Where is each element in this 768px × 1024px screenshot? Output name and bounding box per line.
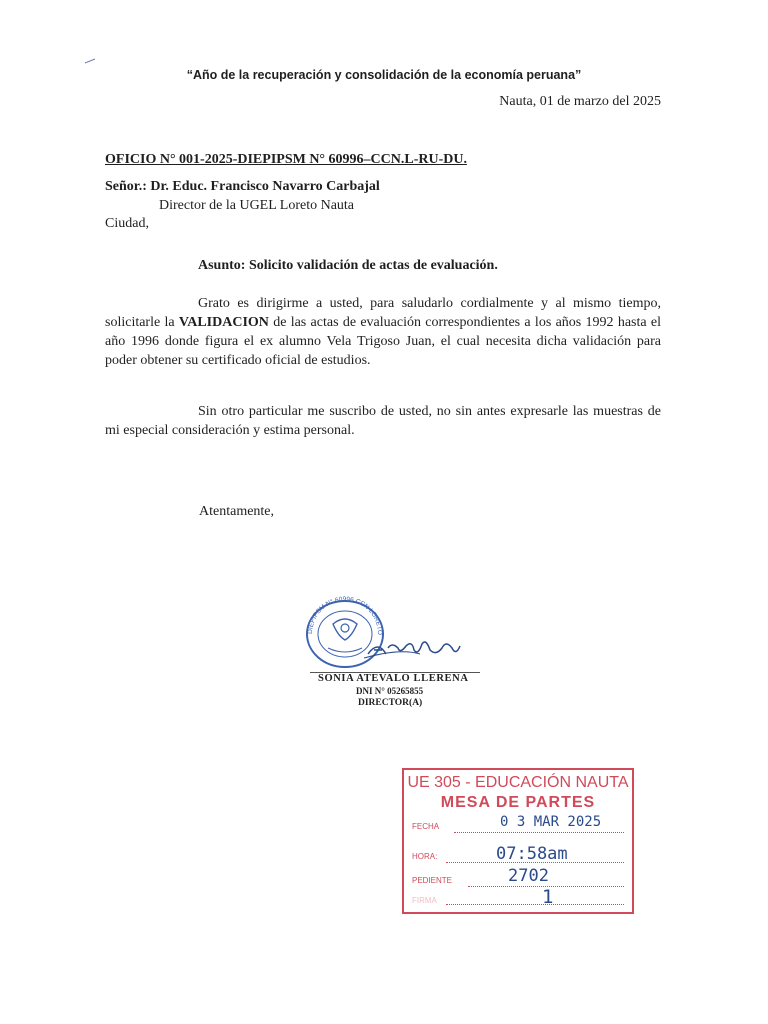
- stamp-hora-label: HORA:: [412, 852, 438, 861]
- reception-stamp: [402, 768, 634, 914]
- stamp-hora-value: 07:58am: [496, 844, 568, 864]
- recipient-line: [105, 179, 380, 195]
- body-paragraph-1: [105, 294, 661, 370]
- motto: “Año de la recuperación y consolidación de la economía peruana”: [186, 68, 582, 82]
- recipient-name: Dr. Educ. Francisco Navarro Carbajal: [150, 179, 380, 194]
- oficio-number: OFICIO N° 001-2025-DIEPIPSM N° 60996–CCN.L-RU-DU.: [105, 152, 467, 167]
- stamp-firma-label: FIRMA: [412, 896, 437, 905]
- recipient-city: Ciudad,: [105, 216, 149, 231]
- p1-pre: Grato es dirigirme a usted, para saludarlo cordialmente y al mismo tiempo, solicitarle la: [105, 296, 661, 330]
- stamp-line-2: MESA DE PARTES: [440, 794, 596, 811]
- signer-name: SONIA ATEVALO LLERENA: [318, 673, 469, 684]
- stamp-firma-line: [446, 904, 624, 905]
- date: Nauta, 01 de marzo del 2025: [499, 94, 661, 109]
- seal-text: DIEPIPSM N° 60996 CCN LORETO: [306, 595, 384, 636]
- stamp-fecha-value: 0 3 MAR 2025: [500, 814, 602, 830]
- pen-mark: [84, 58, 96, 64]
- subject: Asunto: Solicito validación de actas de evaluación.: [198, 258, 498, 273]
- closing: Atentamente,: [199, 504, 275, 519]
- body-paragraph-2: Sin otro particular me suscribo de usted, no sin antes expresarle las muestras de mi especial consideración y estima personal.: [105, 404, 661, 438]
- stamp-line-1: UE 305 - EDUCACIÓN NAUTA: [407, 774, 629, 791]
- p1-bold: VALIDACION: [178, 315, 269, 330]
- stamp-fecha-label: FECHA: [412, 822, 440, 831]
- signer-title: DIRECTOR(A): [358, 698, 423, 708]
- stamp-firma-value: 1: [542, 886, 554, 908]
- recipient-label: Señor.:: [105, 179, 147, 194]
- stamp-expediente-label: PEDIENTE: [412, 876, 453, 885]
- stamp-expediente-value: 2702: [508, 866, 549, 886]
- recipient-position: Director de la UGEL Loreto Nauta: [159, 198, 355, 213]
- stamp-fecha-line: [454, 832, 624, 833]
- p1-post: de las actas de evaluación correspondientes a los años 1992 hasta el año 1996 donde figura el ex alumno Vela Trigoso Juan, el cual necesita dicha validación para poder obtener su certificado oficial de estudios.: [105, 315, 661, 368]
- signer-dni: DNI N° 05265855: [356, 686, 424, 696]
- handwritten-signature: [360, 618, 470, 668]
